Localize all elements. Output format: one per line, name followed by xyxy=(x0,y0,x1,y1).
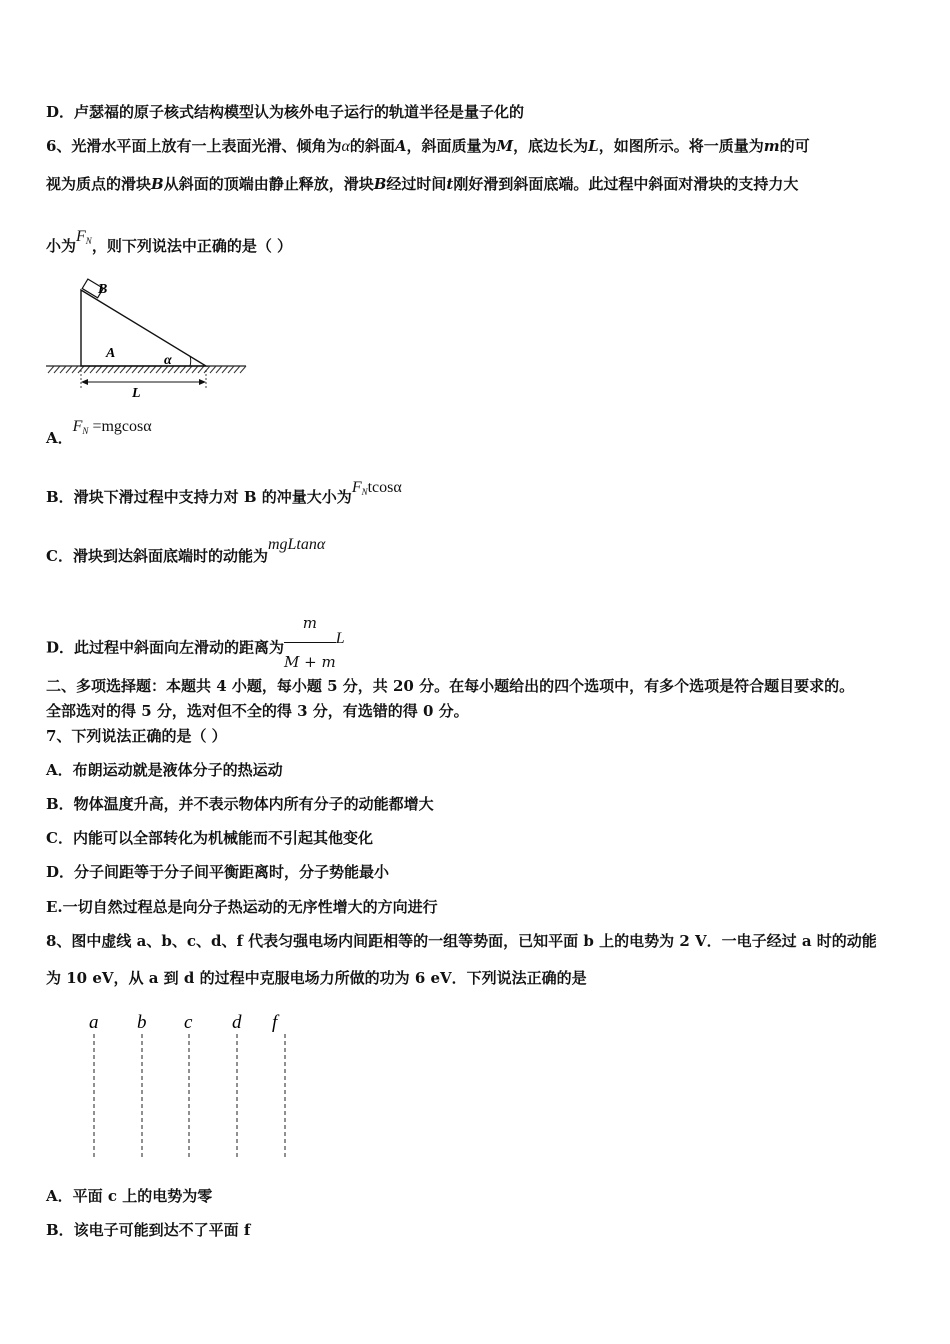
angle-arc xyxy=(190,356,191,366)
section2-line1: 二、多项选择题：本题共 4 小题，每小题 5 分，共 20 分。在每小题给出的四个选项中，有多个选项是符合题目要求的。 xyxy=(46,677,855,695)
q6-option-b: B．滑块下滑过程中支持力对 B 的冲量大小为$F_Ntcos\alpha$ xyxy=(46,479,402,506)
q8-stem-line2: 为 10 eV，从 a 到 d 的过程中克服电场力所做的功为 6 eV．下列说法正确的是 xyxy=(46,969,587,987)
q8-option-a: A．平面 c 上的电势为零 xyxy=(46,1187,213,1205)
plane-label-b: b xyxy=(137,1012,147,1033)
q7-option-a: A．布朗运动就是液体分子的热运动 xyxy=(46,761,283,779)
q6-stem-line1: 6、光滑水平面上放有一上表面光滑、倾角为α的斜面A，斜面质量为M，底边长为L，如图所示。将一质量为m的可 xyxy=(46,137,810,155)
q6-option-a: A．$F_N =mgcos\alpha$ xyxy=(46,418,152,447)
label-A: A xyxy=(106,346,116,361)
label-L: L xyxy=(132,386,141,401)
q7-option-d: D．分子间距等于分子间平衡距离时，分子势能最小 xyxy=(46,863,390,881)
section2-line2: 全部选对的得 5 分，选对但不全的得 3 分，有选错的得 0 分。 xyxy=(46,702,469,720)
equipotential-figure xyxy=(80,1008,300,1164)
q6-option-c: C．滑块到达斜面底端时的动能为mgLtanα xyxy=(46,536,326,565)
q6-stem-line3: 小为$F_N$，则下列说法中正确的是（ ） xyxy=(46,228,293,255)
label-alpha: α xyxy=(164,353,172,368)
q7-option-c: C．内能可以全部转化为机械能而不引起其他变化 xyxy=(46,829,373,847)
q8-stem-line1: 8、图中虚线 a、b、c、d、f 代表匀强电场内间距相等的一组等势面，已知平面 b 上的电势为 2 V．一电子经过 a 时的动能 xyxy=(46,932,877,950)
incline-wedge xyxy=(81,290,206,366)
q8-option-b: B．该电子可能到达不了平面 f xyxy=(46,1221,251,1239)
plane-label-d: d xyxy=(232,1012,242,1033)
ground-hatch xyxy=(46,366,246,373)
plane-label-a: a xyxy=(89,1012,99,1033)
incline-figure xyxy=(44,278,254,402)
plane-label-f: f xyxy=(272,1012,278,1033)
q7-option-e: E.一切自然过程总是向分子热运动的无序性增大的方向进行 xyxy=(46,898,438,916)
q6-option-d: D．此过程中斜面向左滑动的距离为 $\frac{m}{M + m}$ L xyxy=(46,612,345,646)
q7-stem: 7、下列说法正确的是（ ） xyxy=(46,727,227,745)
plane-label-c: c xyxy=(184,1012,193,1033)
label-B: B xyxy=(98,282,108,297)
q5-option-d: D．卢瑟福的原子核式结构模型认为核外电子运行的轨道半径是量子化的 xyxy=(46,103,525,121)
q7-option-b: B．物体温度升高，并不表示物体内所有分子的动能都增大 xyxy=(46,795,434,813)
q6-stem-line2: 视为质点的滑块B从斜面的顶端由静止释放，滑块B经过时间t刚好滑到斜面底端。此过程中斜面对滑块的支持力大 xyxy=(46,175,799,193)
